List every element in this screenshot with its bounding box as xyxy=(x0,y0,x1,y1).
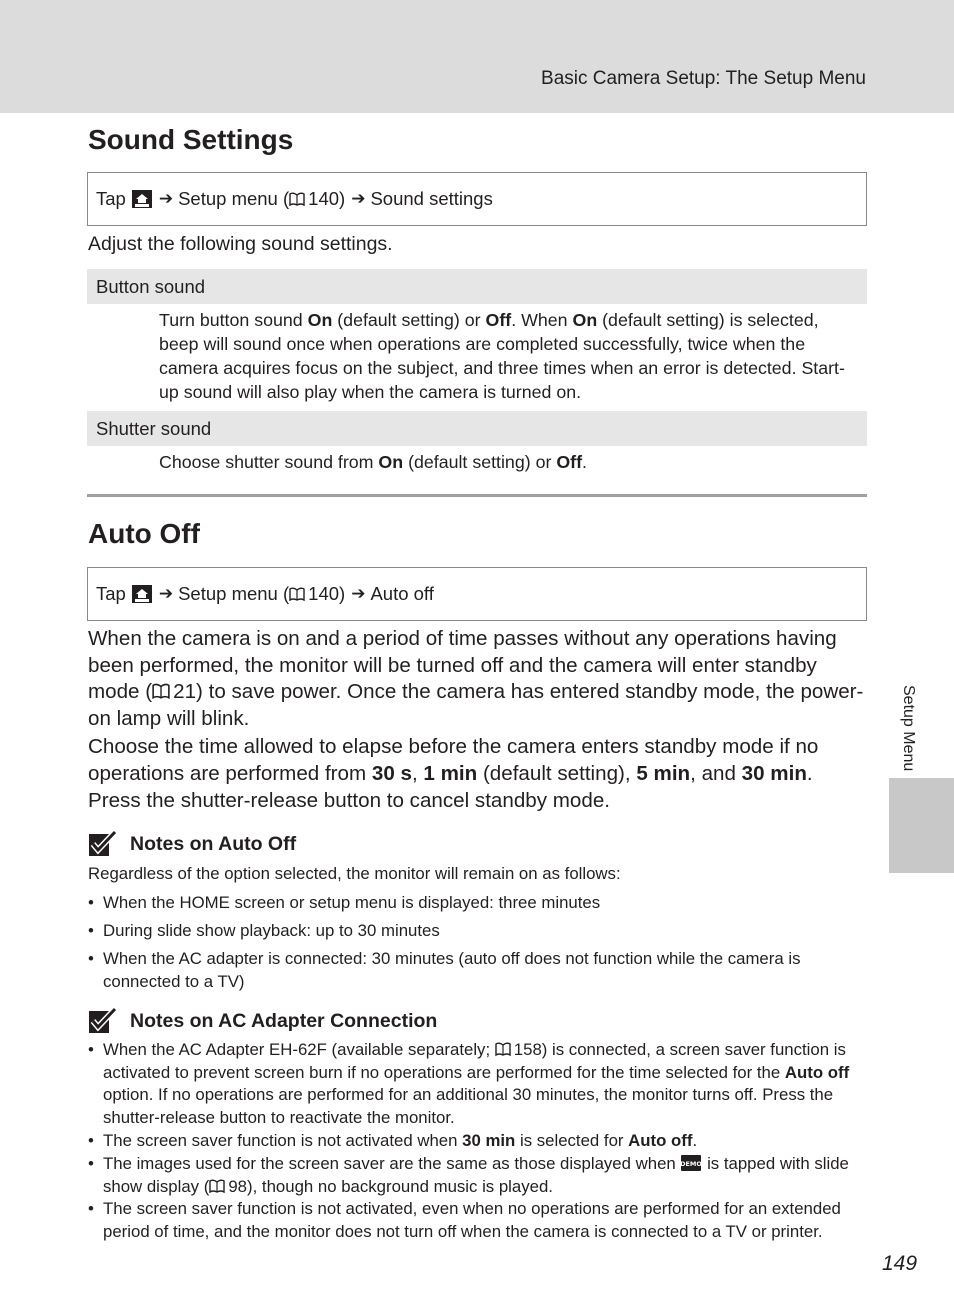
auto-off-paragraph-3: Press the shutter-release button to cancel standby mode. xyxy=(88,789,611,812)
button-sound-description: Turn button sound On (default setting) or Off. When On (default setting) is selected, beep will sound once when operations are completed successfully, twice when the camera acquires focus on the subject, and three times when an error is detected. Start-up sound will also play when the camera is turned on. xyxy=(159,310,845,402)
nav-target: Auto off xyxy=(370,583,434,604)
side-section-label: Setup Menu xyxy=(900,685,917,772)
auto-off-paragraph-2: Choose the time allowed to elapse before the camera enters standby mode if no operations are performed from 30 s, 1 min (default setting), 5 min, and 30 min. xyxy=(88,735,819,785)
list-item: • When the HOME screen or setup menu is displayed: three minutes xyxy=(88,891,868,914)
notes-ac-title: Notes on AC Adapter Connection xyxy=(130,1009,438,1032)
nav-target: Sound settings xyxy=(370,188,493,209)
running-header: Basic Camera Setup: The Setup Menu xyxy=(541,68,866,89)
list-item: • The screen saver function is not activated, even when no operations are performed for an extended period of time, and the monitor does not turn off when the camera is connected to a TV or printer. xyxy=(88,1198,868,1243)
svg-text:DEMO: DEMO xyxy=(680,1160,703,1168)
shutter-sound-description: Choose shutter sound from On (default setting) or Off. xyxy=(159,452,587,472)
shutter-sound-heading: Shutter sound xyxy=(87,411,867,446)
nav-ref: 140) xyxy=(308,188,346,209)
demo-icon xyxy=(680,1154,702,1172)
nav-tap: Tap xyxy=(96,583,126,604)
right-arrow-icon: ➔ xyxy=(158,584,174,603)
notes-ac-heading xyxy=(88,1007,437,1035)
sound-settings-intro: Adjust the following sound settings. xyxy=(88,233,393,255)
checkmark-note-icon xyxy=(88,1007,118,1035)
home-icon xyxy=(131,189,153,209)
nav-menu: Setup menu ( xyxy=(178,583,290,604)
auto-off-title: Auto Off xyxy=(88,518,200,549)
notes-auto-off-heading xyxy=(88,830,296,858)
book-reference-icon xyxy=(289,192,305,206)
book-reference-icon xyxy=(289,587,305,601)
right-arrow-icon: ➔ xyxy=(158,189,174,208)
notes-auto-off-title: Notes on Auto Off xyxy=(130,832,297,855)
book-reference-icon xyxy=(152,683,170,699)
section-divider xyxy=(87,494,867,497)
sound-settings-navigation xyxy=(87,172,867,226)
side-thumb-tab xyxy=(889,778,954,873)
nav-ref: 140) xyxy=(308,583,346,604)
sound-settings-title: Sound Settings xyxy=(88,124,294,155)
book-reference-icon xyxy=(495,1042,511,1056)
list-item: • The screen saver function is not activated when 30 min is selected for Auto off. xyxy=(88,1130,868,1153)
auto-off-navigation xyxy=(87,567,867,621)
nav-menu: Setup menu ( xyxy=(178,188,290,209)
book-reference-icon xyxy=(209,1179,225,1193)
header-band xyxy=(0,0,954,113)
checkmark-note-icon xyxy=(88,830,118,858)
list-item: • When the AC Adapter EH-62F (available separately; 158) is connected, a screen saver function is activated to prevent screen burn if no operations are performed for the time selected for the Auto off option. If no operations are performed for an additional 30 minutes, the monitor turns off. Press the shutter-release button to reactivate the monitor. xyxy=(88,1039,868,1129)
button-sound-heading: Button sound xyxy=(87,269,867,304)
list-item: • When the AC adapter is connected: 30 minutes (auto off does not function while the camera is connected to a TV) xyxy=(88,947,868,993)
right-arrow-icon: ➔ xyxy=(351,189,366,208)
list-item: • During slide show playback: up to 30 minutes xyxy=(88,919,868,942)
auto-off-paragraph-1: When the camera is on and a period of time passes without any operations having been performed, the monitor will be turned off and the camera will enter standby mode ( 21) to save power. Once the camera has entered standby mode, the power-on lamp will blink. xyxy=(88,627,864,730)
nav-tap: Tap xyxy=(96,188,126,209)
list-item: • The images used for the screen saver are the same as those displayed when DEMO is tapped with slide show display ( 98), though no background music is played. xyxy=(88,1153,868,1198)
right-arrow-icon: ➔ xyxy=(351,584,366,603)
page-number: 149 xyxy=(882,1252,918,1275)
notes-auto-off-lead: Regardless of the option selected, the monitor will remain on as follows: xyxy=(88,864,621,883)
home-icon xyxy=(131,584,153,604)
